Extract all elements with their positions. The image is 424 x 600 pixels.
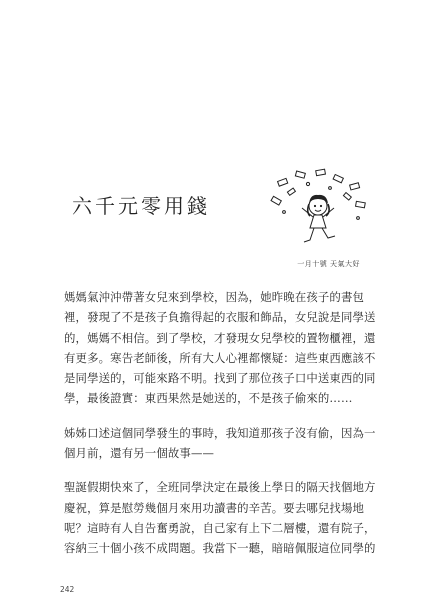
diary-date: 一月十號 天氣大好 (297, 260, 360, 268)
text-line: 的，媽媽不相信。到了學校，才發現女兒學校的置物櫃裡，還 (64, 330, 376, 345)
paragraph (64, 477, 376, 558)
page-number: 242 (60, 585, 75, 594)
text-line: 聖誕假期快來了，全班同學決定在最後上學日的隔天找個地方 (64, 480, 376, 495)
text-line: 個月前，還有另一個故事—— (64, 446, 215, 461)
text-line: 慶祝，算是慰勞幾個月來用功讀書的辛苦。要去哪兒找場地 (64, 500, 365, 515)
text-line: 容納三十個小孩不成問題。我當下一聽，暗暗佩服這位同學的 (64, 541, 376, 556)
girl-with-flying-money-icon (268, 168, 368, 250)
text-line: 姊姊口述這個同學發生的事時，我知道那孩子沒有偷，因為一 (64, 425, 376, 440)
text-line: 媽媽氣沖沖帶著女兒來到學校，因為，她昨晚在孩子的書包 (64, 290, 365, 304)
text-line: 呢？這時有人自告奮勇說，自己家有上下二層樓，還有院子， (64, 520, 376, 535)
text-line: 有更多。寒告老師後，所有大人心裡都懷疑：這些東西應該不 (64, 350, 376, 365)
paragraph (64, 423, 376, 464)
paragraph (64, 287, 376, 409)
text-line: 學，最後證實：東西果然是她送的，不是孩子偷來的…… (64, 391, 353, 406)
chapter-title: 六千元零用錢 (72, 194, 210, 218)
text-line: 是同學送的，可能來路不明。找到了那位孩子口中送東西的同 (64, 371, 376, 386)
article-body (64, 287, 376, 573)
text-line: 裡，發現了不是孩子負擔得起的衣服和飾品，女兒說是同學送 (64, 310, 376, 325)
